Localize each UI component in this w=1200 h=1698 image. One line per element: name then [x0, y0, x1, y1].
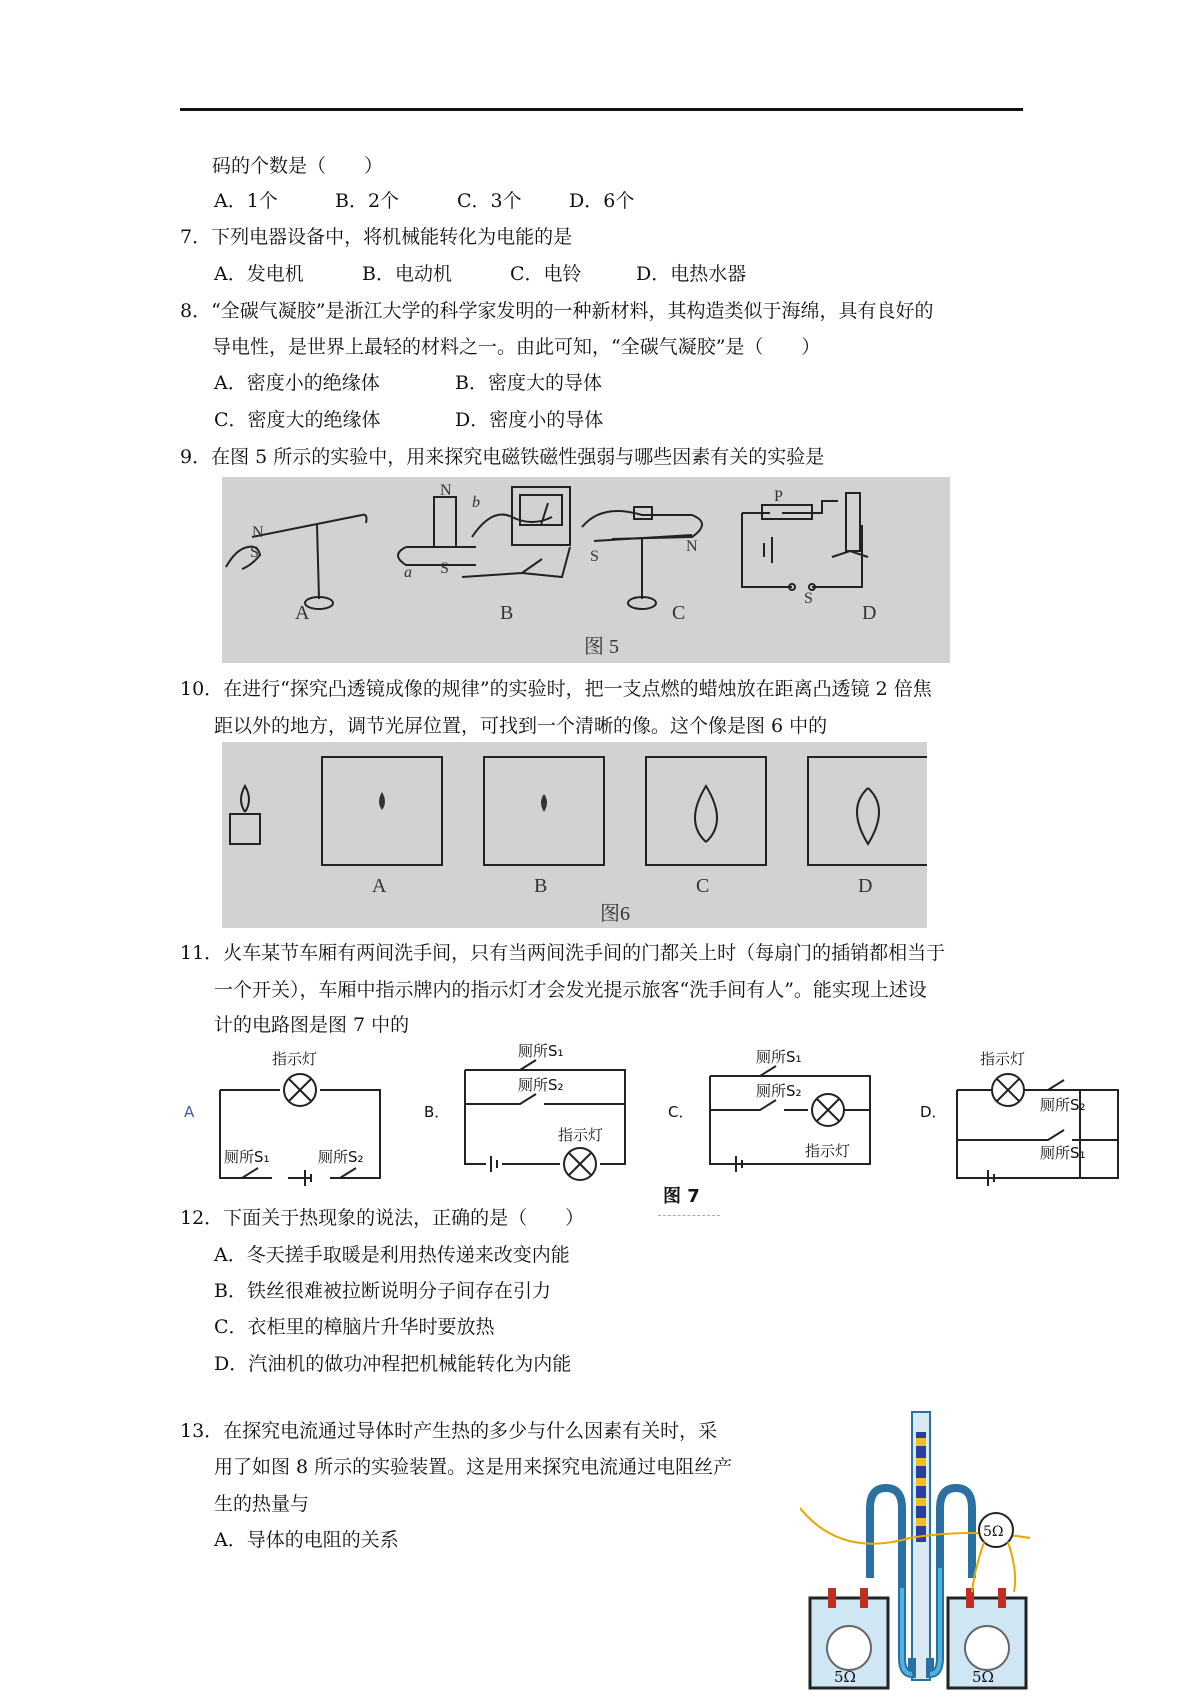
figure-5-drawing — [222, 477, 950, 663]
q8-option-a: A．密度小的绝缘体 — [214, 372, 380, 394]
image-b-flame — [541, 794, 547, 812]
circuit-d-label: D． — [920, 1103, 947, 1121]
label-pole-s-b: S — [440, 560, 449, 577]
q9-stem: 9．在图 5 所示的实验中，用来探究电磁铁磁性强弱与哪些因素有关的实验是 — [180, 446, 825, 468]
candle — [230, 814, 260, 844]
circuit-d — [742, 513, 862, 587]
figure-5 — [222, 477, 950, 663]
q13-stem-line2: 用了如图 8 所示的实验装置。这是用来探究电流通过电阻丝产 — [214, 1456, 733, 1478]
fig5-label-b: B — [500, 602, 514, 624]
q6-option-d: D．6个 — [569, 190, 635, 212]
circuit-d-lamp-label: 指示灯 — [980, 1050, 1026, 1068]
circuit-a-s2-label: 厕所S₂ — [318, 1148, 364, 1166]
circuit-d-s2-label: 厕所S₂ — [1040, 1096, 1086, 1114]
horseshoe-magnet — [398, 547, 476, 565]
q8-option-d: D．密度小的导体 — [455, 409, 604, 431]
needle-a — [252, 515, 362, 537]
screen-d — [808, 757, 927, 865]
circuit-c-s1-label: 厕所S₁ — [756, 1048, 802, 1066]
q8-option-c: C．密度大的绝缘体 — [214, 409, 381, 431]
label-slider-p: P — [774, 488, 783, 505]
q7-option-b: B．电动机 — [362, 263, 452, 285]
screen-a — [322, 757, 442, 865]
q6-option-a: A．1个 — [214, 190, 278, 212]
circuit-c-lamp-label: 指示灯 — [805, 1142, 851, 1160]
circuit-c-label: C． — [668, 1103, 694, 1121]
fig5-label-a: A — [295, 602, 310, 624]
q7-option-a: A．发电机 — [214, 263, 304, 285]
q7-option-c: C．电铃 — [510, 263, 582, 285]
fig5-label-c: C — [672, 602, 686, 624]
circuit-b-s1-label: 厕所S₁ — [518, 1042, 564, 1060]
q13-option-a: A．导体的电阻的关系 — [214, 1529, 399, 1551]
fig6-caption: 图6 — [600, 903, 630, 925]
figure-6-drawing — [222, 742, 927, 928]
q6-option-b: B．2个 — [335, 190, 400, 212]
label-pole-s-a: S — [250, 544, 259, 561]
q13-stem-line3: 生的热量与 — [214, 1493, 310, 1515]
circuit-b-lamp-label: 指示灯 — [558, 1126, 604, 1144]
circuit-a-lamp-label: 指示灯 — [272, 1050, 318, 1068]
stand-a — [317, 525, 319, 599]
electromagnet — [846, 493, 860, 551]
label-wire-a: a — [404, 564, 412, 581]
q7-stem: 7．下列电器设备中，将机械能转化为电能的是 — [180, 226, 573, 248]
q10-stem-line2: 距以外的地方，调节光屏位置，可找到一个清晰的像。这个像是图 6 中的 — [214, 715, 828, 737]
circuit-c-s2-label: 厕所S₂ — [756, 1082, 802, 1100]
q8-stem-line2: 导电性，是世界上最轻的材料之一。由此可知，“全碳气凝胶”是（ ） — [212, 336, 821, 358]
label-pole-n-b: N — [440, 482, 452, 499]
resistor-external-label: 5Ω — [983, 1524, 1004, 1540]
q12-option-b: B．铁丝很难被拉断说明分子间存在引力 — [214, 1280, 551, 1302]
q8-option-b: B．密度大的导体 — [455, 372, 602, 394]
image-d-flame — [857, 788, 879, 844]
label-switch-s-d: S — [804, 590, 813, 607]
circuit-a-s1-label: 厕所S₁ — [224, 1148, 270, 1166]
q6-continuation: 码的个数是（ ） — [212, 155, 384, 177]
q12-option-a: A．冬天搓手取暖是利用热传递来改变内能 — [214, 1244, 570, 1266]
resistor-left-label: 5Ω — [834, 1668, 856, 1686]
image-c-flame — [695, 786, 717, 842]
fig6-label-b: B — [534, 875, 548, 897]
image-a-flame — [379, 792, 385, 810]
label-pole-n-c: N — [686, 538, 698, 555]
fig6-label-c: C — [696, 875, 710, 897]
label-pole-n-a: N — [252, 524, 264, 541]
screen-c — [646, 757, 766, 865]
q11-stem-line1: 11．火车某节车厢有两间洗手间，只有当两间洗手间的门都关上时（每扇门的插销都相当于 — [180, 942, 946, 964]
circuit-d-s1-label: 厕所S₁ — [1040, 1144, 1086, 1162]
q8-stem-line1: 8．“全碳气凝胶”是浙江大学的科学家发明的一种新材料，其构造类似于海绵，具有良好的 — [180, 300, 934, 322]
circuit-a — [220, 1074, 380, 1186]
fig6-label-a: A — [372, 875, 387, 897]
label-pole-s-c: S — [590, 548, 599, 565]
fig5-label-d: D — [862, 602, 877, 624]
q12-stem: 12．下面关于热现象的说法，正确的是（ ） — [180, 1207, 585, 1229]
q11-stem-line3: 计的电路图是图 7 中的 — [214, 1014, 410, 1036]
figure-8-apparatus — [800, 1408, 1030, 1698]
fig7-caption: 图 7 — [663, 1186, 700, 1207]
q6-option-c: C．3个 — [457, 190, 522, 212]
candle-flame — [241, 786, 249, 812]
q11-stem-line2: 一个开关），车厢中指示牌内的指示灯才会发光提示旅客“洗手间有人”。能实现上述设 — [214, 979, 927, 1001]
q7-option-d: D．电热水器 — [636, 263, 747, 285]
q13-stem-line1: 13．在探究电流通过导体时产生热的多少与什么因素有关时，采 — [180, 1420, 718, 1442]
q12-option-c: C．衣柜里的樟脑片升华时要放热 — [214, 1316, 495, 1338]
circuit-a-label: A — [184, 1103, 195, 1121]
figure-7-circuits — [180, 1040, 1140, 1190]
resistor-right-label: 5Ω — [972, 1668, 994, 1686]
fig7-caption-dots — [658, 1215, 720, 1216]
label-wire-b: b — [472, 494, 480, 511]
circuit-d — [957, 1074, 1118, 1186]
figure-6 — [222, 742, 927, 928]
header-rule — [180, 108, 1023, 111]
circuit-b-s2-label: 厕所S₂ — [518, 1076, 564, 1094]
fig5-caption: 图 5 — [584, 636, 619, 658]
circuit-b-label: B． — [424, 1103, 450, 1121]
q10-stem-line1: 10．在进行“探究凸透镜成像的规律”的实验时，把一支点燃的蜡烛放在距离凸透镜 2 倍焦 — [180, 678, 932, 700]
fig6-label-d: D — [858, 875, 873, 897]
q12-option-d: D．汽油机的做功冲程把机械能转化为内能 — [214, 1353, 572, 1375]
